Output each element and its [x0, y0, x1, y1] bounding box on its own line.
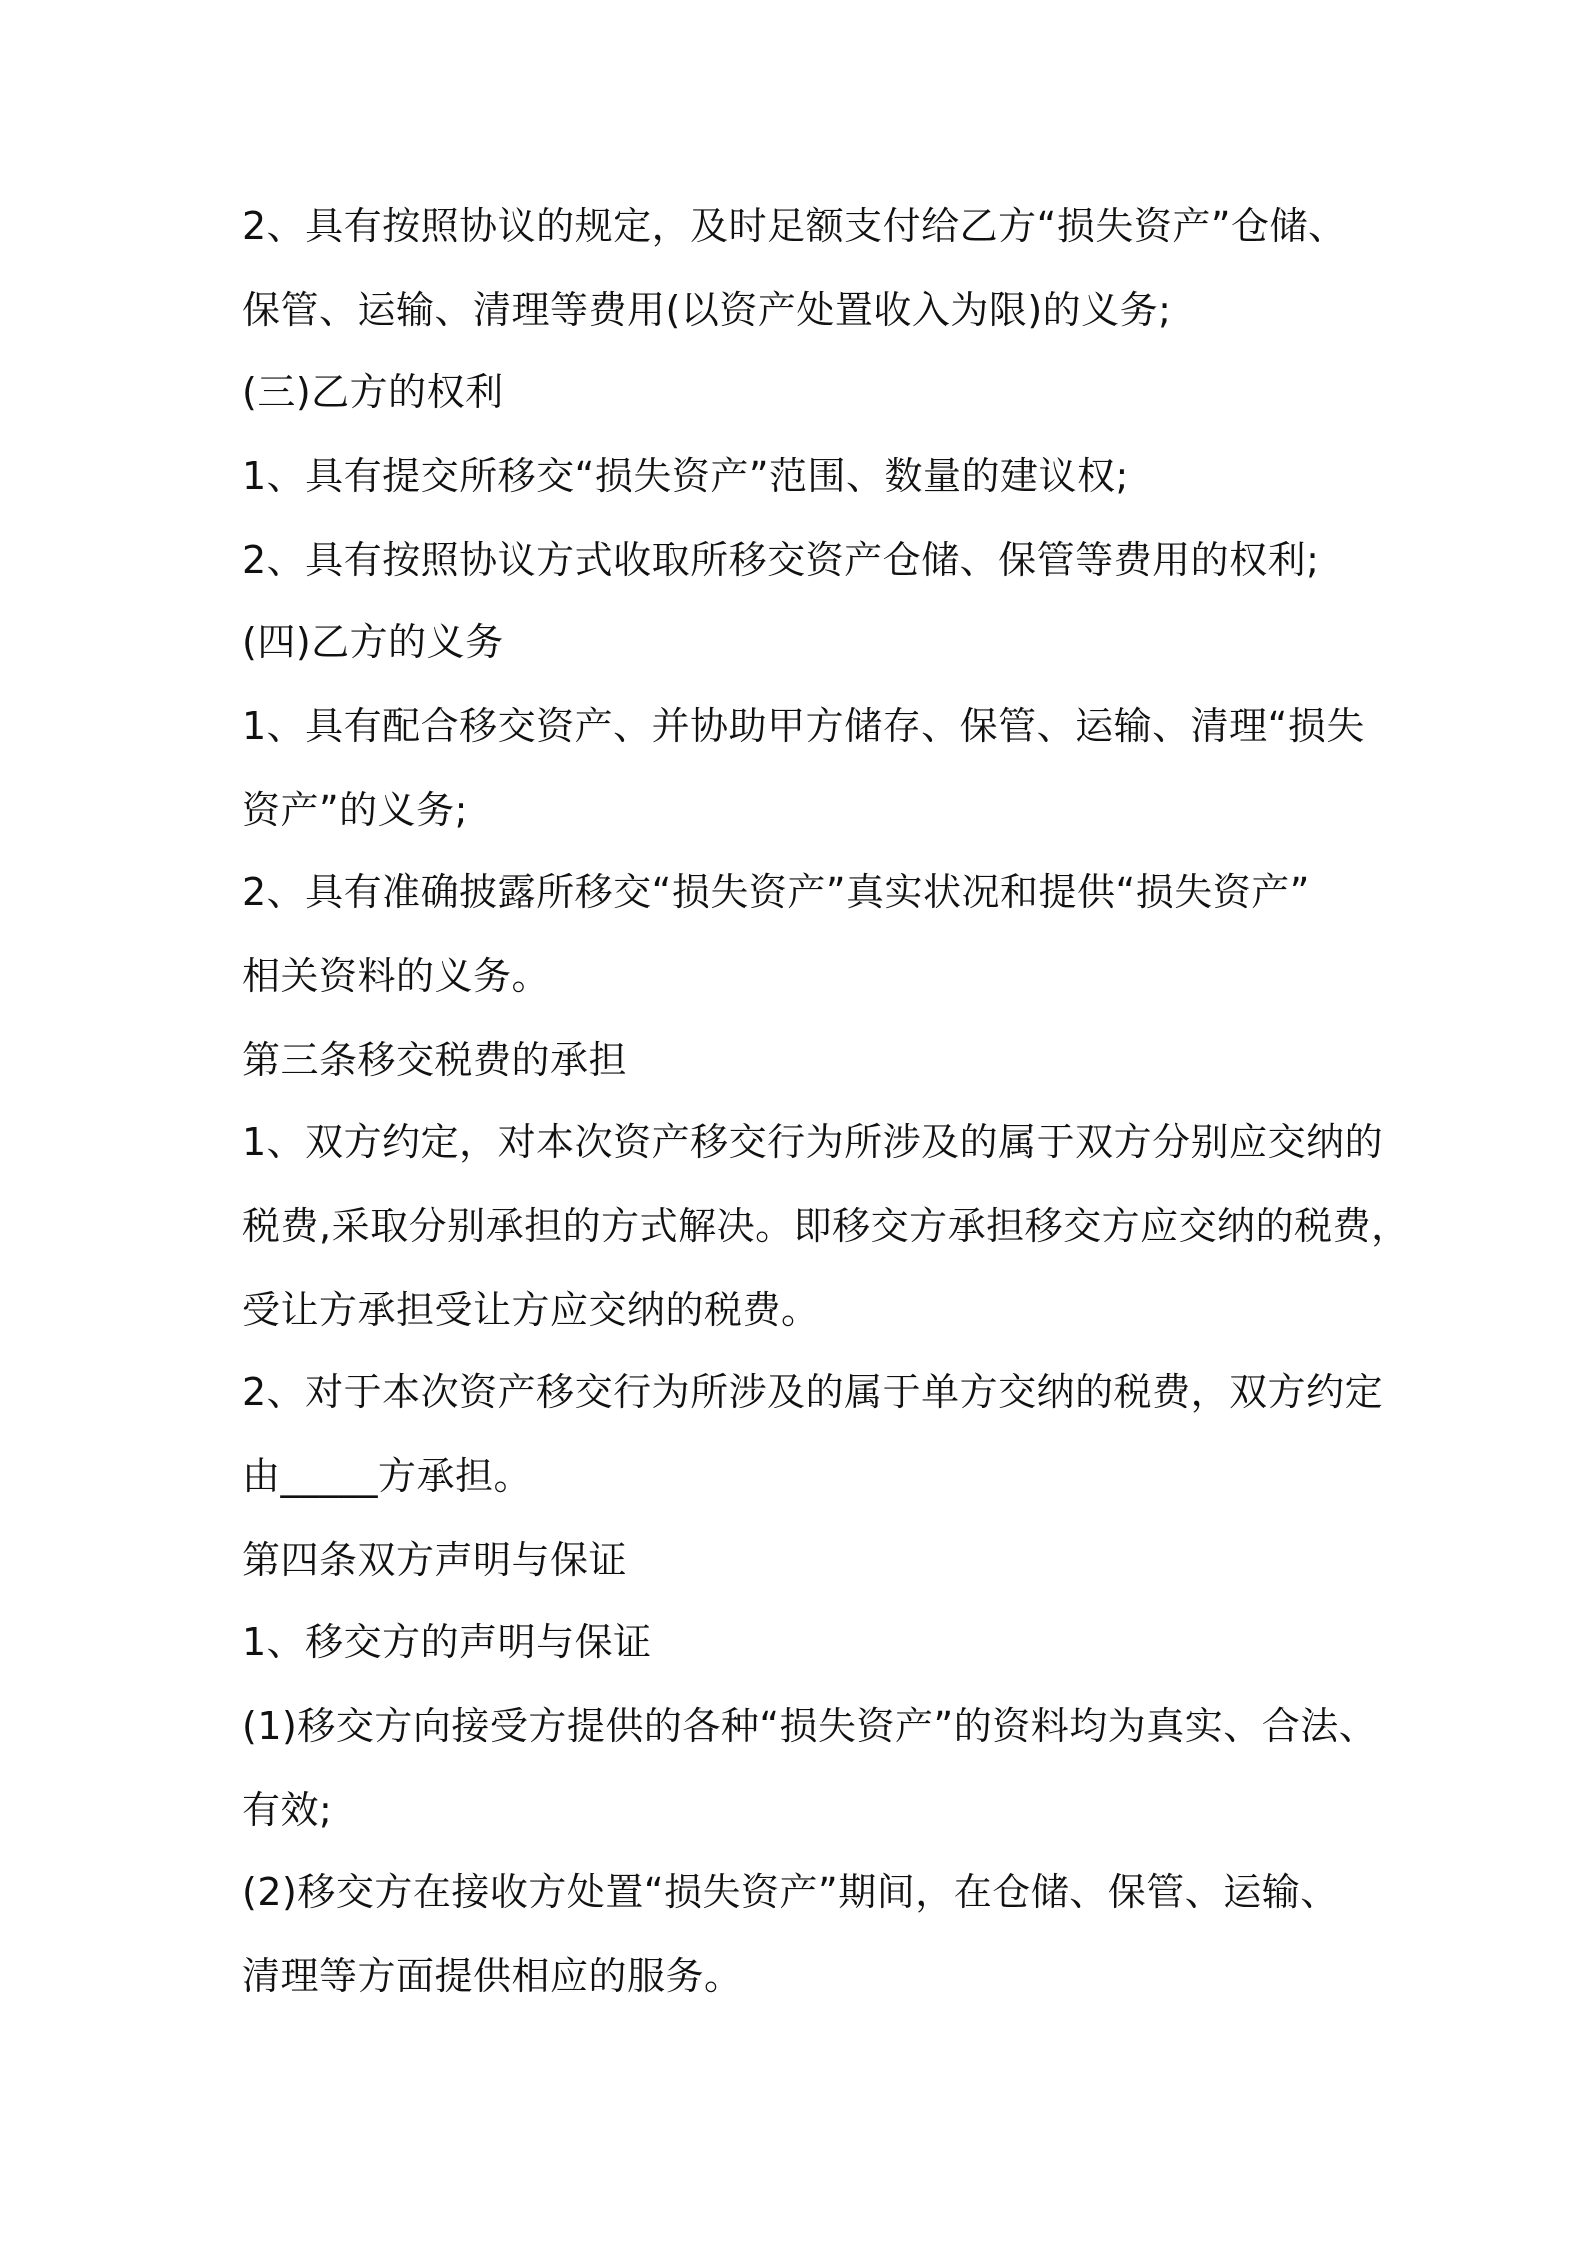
text-line-21: (2)移交方在接收方处置“损失资产”期间，在仓储、保管、运输、: [242, 1870, 1339, 1914]
article-heading-4: 第四条双方声明与保证: [242, 1538, 628, 1582]
text-line-8: 资产”的义务;: [242, 788, 468, 832]
text-line-22: 清理等方面提供相应的服务。: [242, 1954, 743, 1998]
text-line-12: 1、双方约定，对本次资产移交行为所涉及的属于双方分别应交纳的: [242, 1120, 1384, 1164]
text-line-19: (1)移交方向接受方提供的各种“损失资产”的资料均为真实、合法、: [242, 1704, 1378, 1748]
text-line-15: 2、对于本次资产移交行为所涉及的属于单方交纳的税费，双方约定: [242, 1370, 1384, 1414]
article-heading-3: 第三条移交税费的承担: [242, 1038, 628, 1082]
text-line-14: 受让方承担受让方应交纳的税费。: [242, 1288, 820, 1332]
text-line-20: 有效;: [242, 1788, 333, 1832]
text-line-13: 税费,采取分别承担的方式解决。即移交方承担移交方应交纳的税费，: [242, 1204, 1410, 1248]
text-line-5: 2、具有按照协议方式收取所移交资产仓储、保管等费用的权利;: [242, 538, 1320, 582]
text-line-10: 相关资料的义务。: [242, 954, 551, 998]
text-line-16: 由_____方承担。: [242, 1454, 533, 1498]
text-line-1: 2、具有按照协议的规定，及时足额支付给乙方“损失资产”仓储、: [242, 204, 1347, 248]
text-line-2: 保管、运输、清理等费用(以资产处置收入为限)的义务;: [242, 288, 1172, 332]
text-line-9: 2、具有准确披露所移交“损失资产”真实状况和提供“损失资产”: [242, 870, 1310, 914]
section-heading-yi-rights: (三)乙方的权利: [242, 370, 504, 414]
text-line-7: 1、具有配合移交资产、并协助甲方储存、保管、运输、清理“损失: [242, 704, 1365, 748]
section-heading-yi-obligations: (四)乙方的义务: [242, 620, 504, 664]
text-line-4: 1、具有提交所移交“损失资产”范围、数量的建议权;: [242, 454, 1129, 498]
text-line-18: 1、移交方的声明与保证: [242, 1620, 652, 1664]
